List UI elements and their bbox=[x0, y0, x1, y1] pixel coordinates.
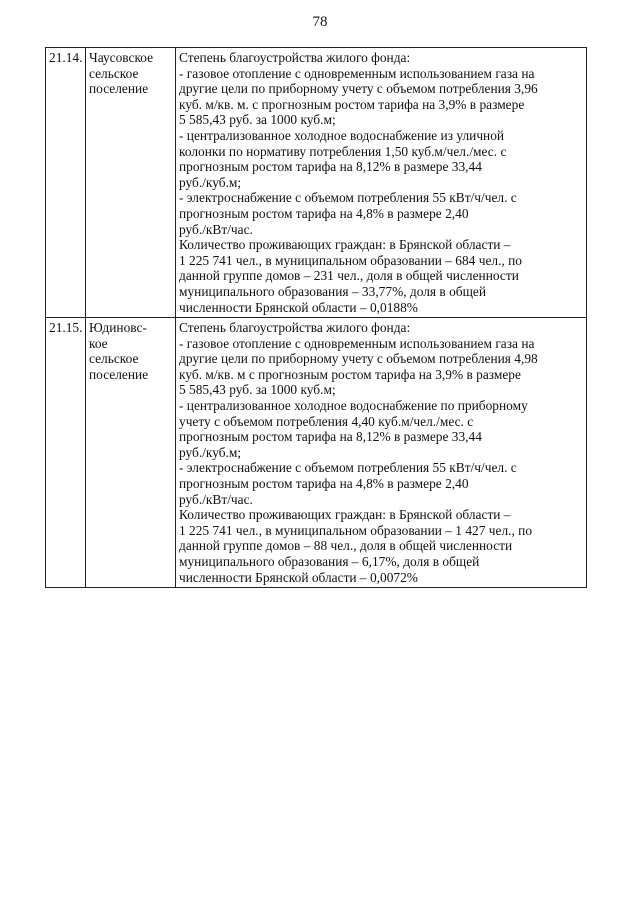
settlement-name-line: кое bbox=[89, 335, 108, 351]
description-line: - газовое отопление с одновременным использованием газа на bbox=[179, 65, 535, 81]
description-line: прогнозным ростом тарифа на 4,8% в размере 2,40 bbox=[179, 476, 469, 492]
settlement-name-line: поселение bbox=[89, 366, 149, 382]
description-line: численности Брянской области – 0,0072% bbox=[179, 569, 418, 585]
description-line: куб. м/кв. м с прогнозным ростом тарифа на 3,9% в размере bbox=[179, 366, 521, 382]
description-line: - централизованное холодное водоснабжение из уличной bbox=[179, 127, 505, 143]
description-line: куб. м/кв. м. с прогнозным ростом тарифа на 3,9% в размере bbox=[179, 96, 525, 112]
settlement-description bbox=[176, 318, 587, 588]
settlement-name bbox=[86, 318, 176, 588]
settlement-name-line: поселение bbox=[89, 81, 149, 97]
settlement-name-line: Юдиновс- bbox=[89, 320, 147, 336]
description-line: Количество проживающих граждан: в Брянской области – bbox=[179, 507, 511, 523]
table-row bbox=[46, 48, 587, 318]
description-line: данной группе домов – 231 чел., доля в общей численности bbox=[179, 268, 519, 284]
description-line: - электроснабжение с объемом потребления 55 кВт/ч/чел. с bbox=[179, 190, 517, 206]
description-line: Количество проживающих граждан: в Брянской области – bbox=[179, 237, 511, 253]
description-line: руб./куб.м; bbox=[179, 444, 242, 460]
description-line: прогнозным ростом тарифа на 4,8% в размере 2,40 bbox=[179, 205, 469, 221]
description-line: муниципального образования – 6,17%, доля в общей bbox=[179, 554, 480, 569]
settlements-table bbox=[45, 47, 587, 588]
description-line: данной группе домов – 88 чел., доля в общей численности bbox=[179, 538, 513, 554]
page-number: 78 bbox=[312, 14, 328, 30]
description-line: численности Брянской области – 0,0188% bbox=[179, 299, 418, 315]
settlement-name-line: сельское bbox=[89, 65, 139, 81]
description-line: руб./кВт/час. bbox=[179, 491, 253, 507]
description-line: 1 225 741 чел., в муниципальном образовании – 684 чел., по bbox=[179, 252, 522, 268]
description-line: колонки по нормативу потребления 1,50 куб.м/чел./мес. с bbox=[179, 143, 507, 159]
description-line: учету с объемом потребления 4,40 куб.м/чел./мес. с bbox=[179, 413, 474, 429]
description-line: другие цели по приборному учету с объемом потребления 4,98 bbox=[179, 351, 538, 367]
description-line: Степень благоустройства жилого фонда: bbox=[179, 320, 411, 336]
table-body bbox=[46, 48, 587, 588]
description-line: - газовое отопление с одновременным использованием газа на bbox=[179, 335, 535, 351]
description-line: 5 585,43 руб. за 1000 куб.м; bbox=[179, 382, 336, 398]
description-line: 1 225 741 чел., в муниципальном образовании – 1 427 чел., по bbox=[179, 522, 533, 538]
description-line: руб./куб.м; bbox=[179, 174, 242, 190]
description-line: другие цели по приборному учету с объемом потребления 3,96 bbox=[179, 81, 538, 97]
settlement-name bbox=[86, 48, 176, 318]
description-line: прогнозным ростом тарифа на 8,12% в размере 33,44 bbox=[179, 159, 482, 175]
settlement-name-line: Чаусовское bbox=[89, 50, 154, 65]
settlement-description bbox=[176, 48, 587, 318]
description-line: - централизованное холодное водоснабжение по приборному bbox=[179, 398, 528, 414]
description-line: муниципального образования – 33,77%, доля в общей bbox=[179, 283, 487, 299]
description-line: прогнозным ростом тарифа на 8,12% в размере 33,44 bbox=[179, 429, 482, 445]
row-number: 21.15. bbox=[46, 318, 86, 588]
table-row bbox=[46, 318, 587, 588]
row-number: 21.14. bbox=[46, 48, 86, 318]
description-line: 5 585,43 руб. за 1000 куб.м; bbox=[179, 112, 336, 128]
description-line: руб./кВт/час. bbox=[179, 221, 253, 237]
description-line: - электроснабжение с объемом потребления 55 кВт/ч/чел. с bbox=[179, 460, 517, 476]
description-line: Степень благоустройства жилого фонда: bbox=[179, 50, 411, 65]
settlement-name-line: сельское bbox=[89, 351, 139, 367]
